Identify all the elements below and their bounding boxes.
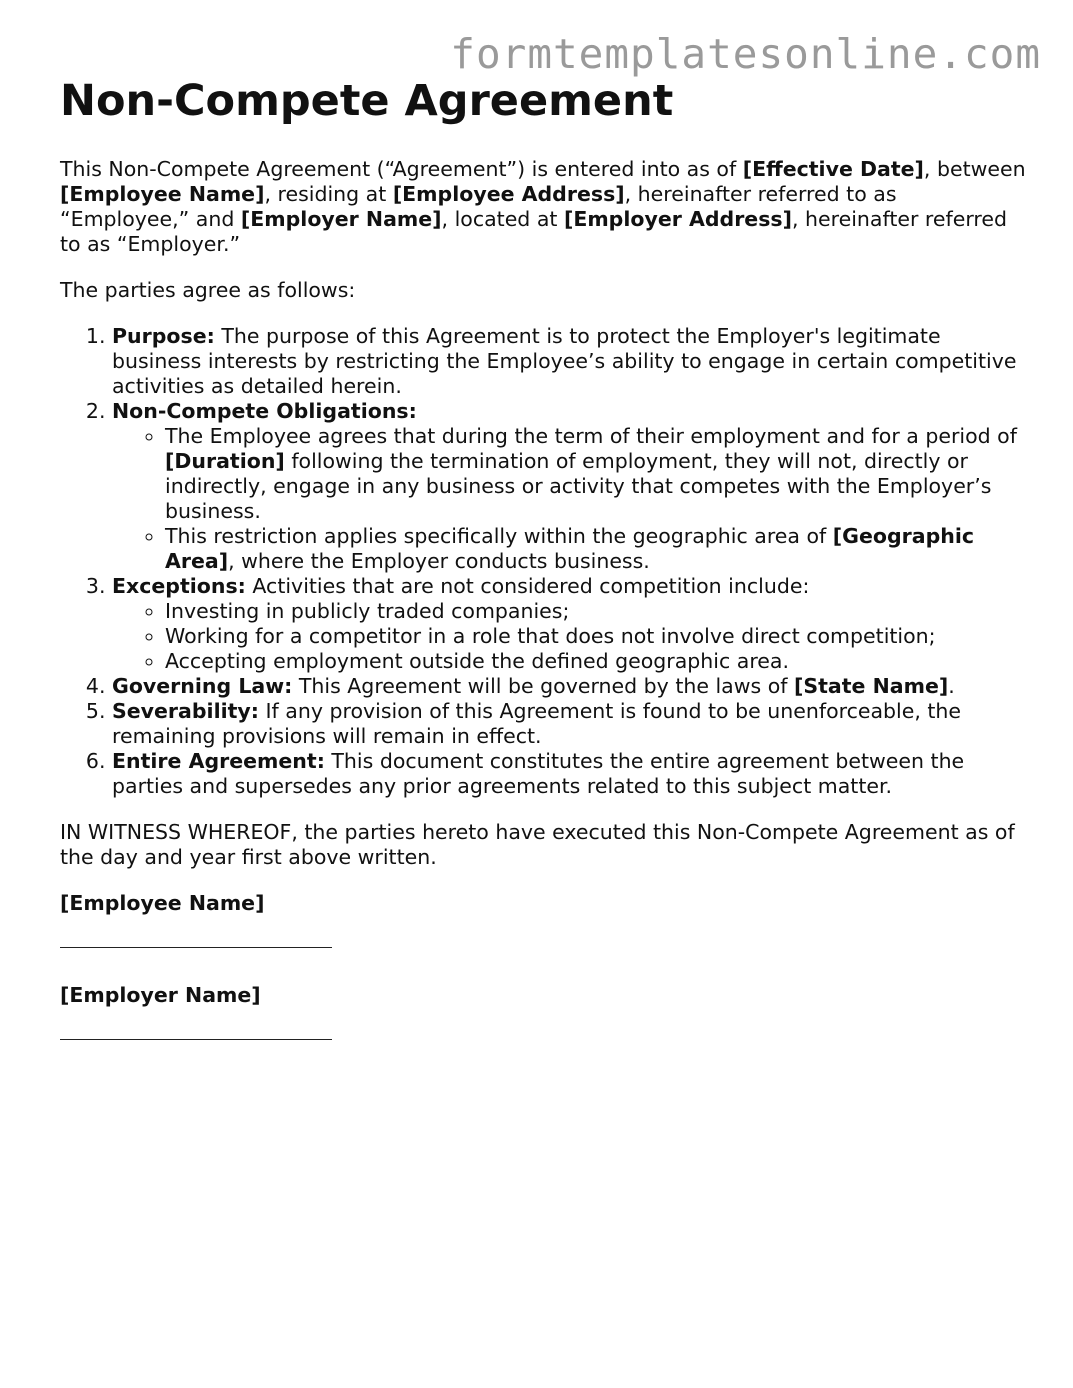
clause-governing-law [112, 674, 1030, 699]
duration-placeholder: [Duration] [165, 449, 285, 473]
employee-name-placeholder: [Employee Name] [60, 182, 265, 206]
employer-name-placeholder: [Employer Name] [240, 207, 442, 231]
clause-label: Exceptions: [112, 574, 246, 598]
intro-text: This Non-Compete Agreement (“Agreement”) is entered into as of [60, 157, 743, 181]
effective-date-placeholder: [Effective Date] [742, 157, 924, 181]
employee-signature-line [60, 947, 332, 948]
page-title: Non-Compete Agreement [60, 76, 674, 126]
employee-signature-name: [Employee Name] [60, 891, 265, 915]
clause-label: Governing Law: [112, 674, 293, 698]
clause-label: Purpose: [112, 324, 215, 348]
intro-text: , residing at [264, 182, 393, 206]
clause-severability [112, 699, 1030, 749]
clause-entire-agreement [112, 749, 1030, 799]
watermark: formtemplatesonline.com [450, 30, 1041, 78]
list-item: ◦ Investing in publicly traded companies; [165, 599, 1030, 624]
clause-text: If any provision of this Agreement is found to be unenforceable, the remaining provisions will remain in effect. [112, 699, 962, 748]
list-item [165, 424, 1030, 524]
intro-text: , between [923, 157, 1026, 181]
witness-paragraph: IN WITNESS WHEREOF, the parties hereto have executed this Non-Compete Agreement as of the day and year first above written. [60, 820, 1015, 869]
list-item-text: This restriction applies specifically within the geographic area of [165, 524, 833, 548]
clause-exceptions [112, 574, 1030, 674]
clause-label: Non-Compete Obligations: [112, 399, 417, 423]
clause-text: This document constitutes the entire agreement between the parties and supersedes any prior agreements related to this subject matter. [112, 749, 965, 798]
agree-line: The parties agree as follows: [60, 278, 356, 302]
list-item: ◦ Accepting employment outside the defined geographic area. [165, 649, 1030, 674]
clause-text: The purpose of this Agreement is to protect the Employer's legitimate business interests by restricting the Employee’s ability to engage in certain competitive activities as detailed herein. [112, 324, 1017, 398]
intro-paragraph [60, 157, 1030, 257]
non-compete-sublist [112, 424, 1030, 574]
clause-text: . [948, 674, 955, 698]
intro-text: , hereinafter referred to as “Employer.” [60, 207, 1008, 256]
employee-address-placeholder: [Employee Address] [392, 182, 625, 206]
intro-text: , located at [441, 207, 564, 231]
clause-text: This Agreement will be governed by the laws of [292, 674, 794, 698]
clause-non-compete [112, 399, 1030, 574]
clause-label: Severability: [112, 699, 259, 723]
list-item: ◦ Working for a competitor in a role that does not involve direct competition; [165, 624, 1030, 649]
clause-list [60, 324, 1030, 799]
employer-signature-line [60, 1039, 332, 1040]
exceptions-sublist [112, 599, 1030, 674]
list-item-text: The Employee agrees that during the term of their employment and for a period of [165, 424, 1017, 448]
document-page [60, 74, 1030, 1075]
geographic-area-placeholder: [Geographic Area] [165, 524, 975, 573]
clause-label: Entire Agreement: [112, 749, 325, 773]
list-item-text: following the termination of employment, they will not, directly or indirectly, engage in any business or activity that competes with the Employer’s business. [165, 449, 992, 523]
state-name-placeholder: [State Name] [793, 674, 949, 698]
clause-purpose [112, 324, 1030, 399]
employer-address-placeholder: [Employer Address] [563, 207, 792, 231]
clause-text: Activities that are not considered competition include: [245, 574, 810, 598]
list-item-text: , where the Employer conducts business. [228, 549, 650, 573]
list-item [165, 524, 1030, 574]
employer-signature-name: [Employer Name] [60, 983, 261, 1007]
intro-text: , hereinafter referred to as “Employee,” and [60, 182, 897, 231]
